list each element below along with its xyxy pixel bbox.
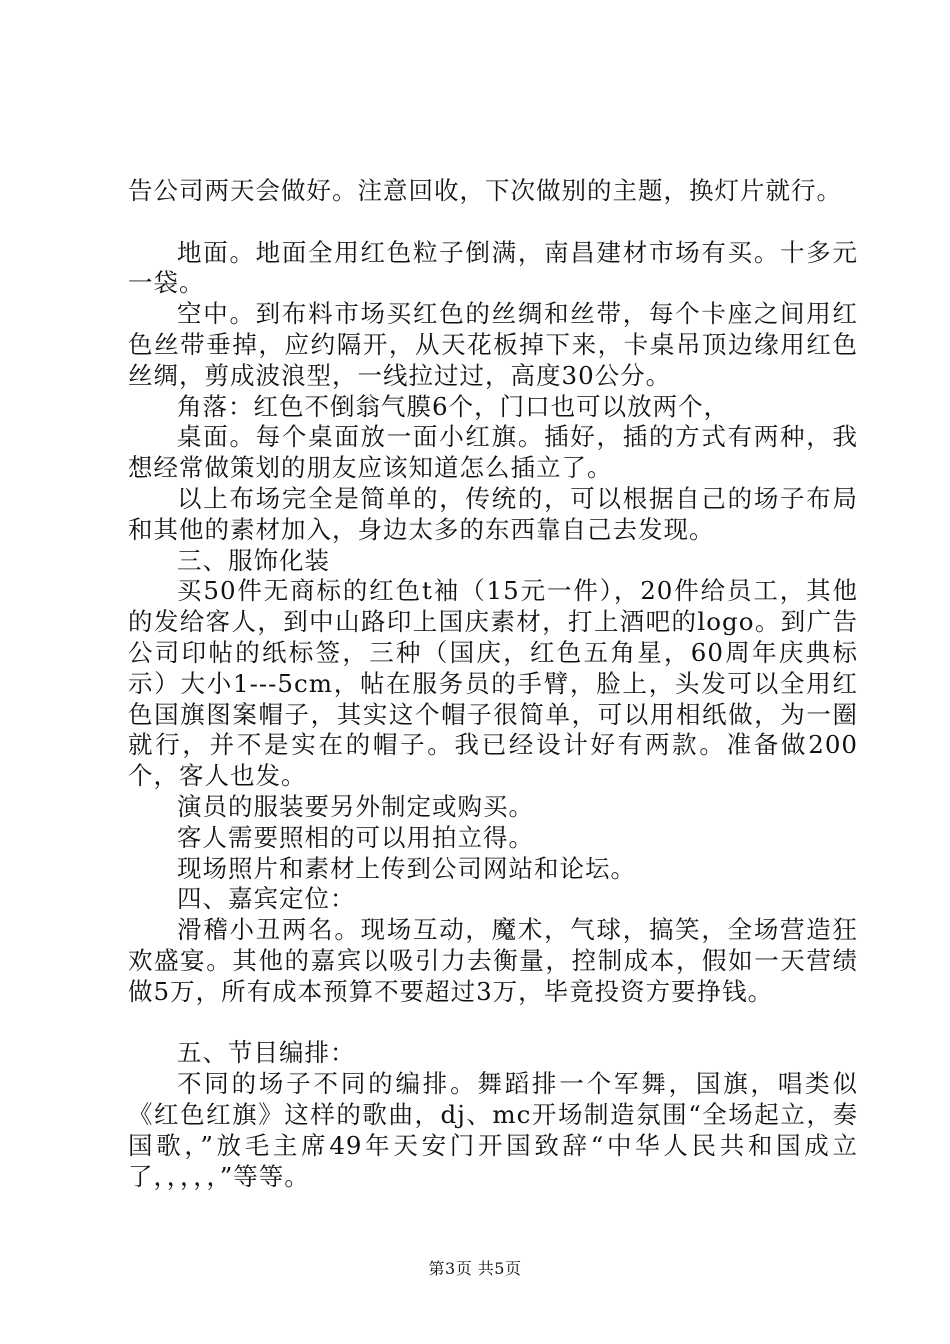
body-paragraph: 以上布场完全是简单的，传统的，可以根据自己的场子布局和其他的素材加入，身边太多的东西靠自己去发现。	[128, 483, 858, 544]
body-paragraph: 客人需要照相的可以用拍立得。	[177, 822, 534, 852]
body-paragraph: 滑稽小丑两名。现场互动，魔术，气球，搞笑，全场营造狂欢盛宴。其他的嘉宾以吸引力去衡量，控制成本，假如一天营绩做5万，所有成本预算不要超过3万，毕竟投资方要挣钱。	[128, 915, 858, 1006]
body-paragraph: 角落：红色不倒翁气膜6个，门口也可以放两个，	[177, 391, 730, 421]
body-paragraph: 四、嘉宾定位：	[177, 884, 356, 914]
document-body	[128, 176, 858, 1192]
body-paragraph: 演员的服装要另外制定或购买。	[177, 791, 534, 821]
body-paragraph: 不同的场子不同的编排。舞蹈排一个军舞，国旗，唱类似《红色红旗》这样的歌曲，dj、mc开场制造氛围“全场起立，奏国歌，”放毛主席49年天安门开国致辞“中华人民共和国成立了，，，，，”等等。	[128, 1069, 858, 1191]
body-paragraph: 买50件无商标的红色t袖（15元一件），20件给员工，其他的发给客人，到中山路印上国庆素材，打上酒吧的logo。到广告公司印帖的纸标签，三种（国庆，红色五角星，60周年庆典标示）大小1---5cm，帖在服务员的手臂，脸上，头发可以全用红色国旗图案帽子，其实这个帽子很简单，可以用相纸做，为一圈就行，并不是实在的帽子。我已经设计好有两款。准备做200个，客人也发。	[128, 576, 858, 791]
body-paragraph: 五、节目编排：	[177, 1038, 356, 1068]
body-paragraph: 桌面。每个桌面放一面小红旗。插好，插的方式有两种，我想经常做策划的朋友应该知道怎么插立了。	[128, 422, 858, 483]
body-paragraph: 空中。到布料市场买红色的丝绸和丝带，每个卡座之间用红色丝带垂掉，应约隔开，从天花板掉下来，卡桌吊顶边缘用红色丝绸，剪成波浪型，一线拉过过，高度30公分。	[128, 299, 858, 390]
body-paragraph: 三、服饰化装	[177, 545, 330, 575]
body-paragraph: 现场照片和素材上传到公司网站和论坛。	[177, 853, 636, 883]
page-footer: 第3页 共5页	[428, 1259, 522, 1278]
body-paragraph: 地面。地面全用红色粒子倒满，南昌建材市场有买。十多元一袋。	[128, 237, 858, 298]
body-paragraph: 告公司两天会做好。注意回收，下次做别的主题，换灯片就行。	[128, 176, 842, 205]
